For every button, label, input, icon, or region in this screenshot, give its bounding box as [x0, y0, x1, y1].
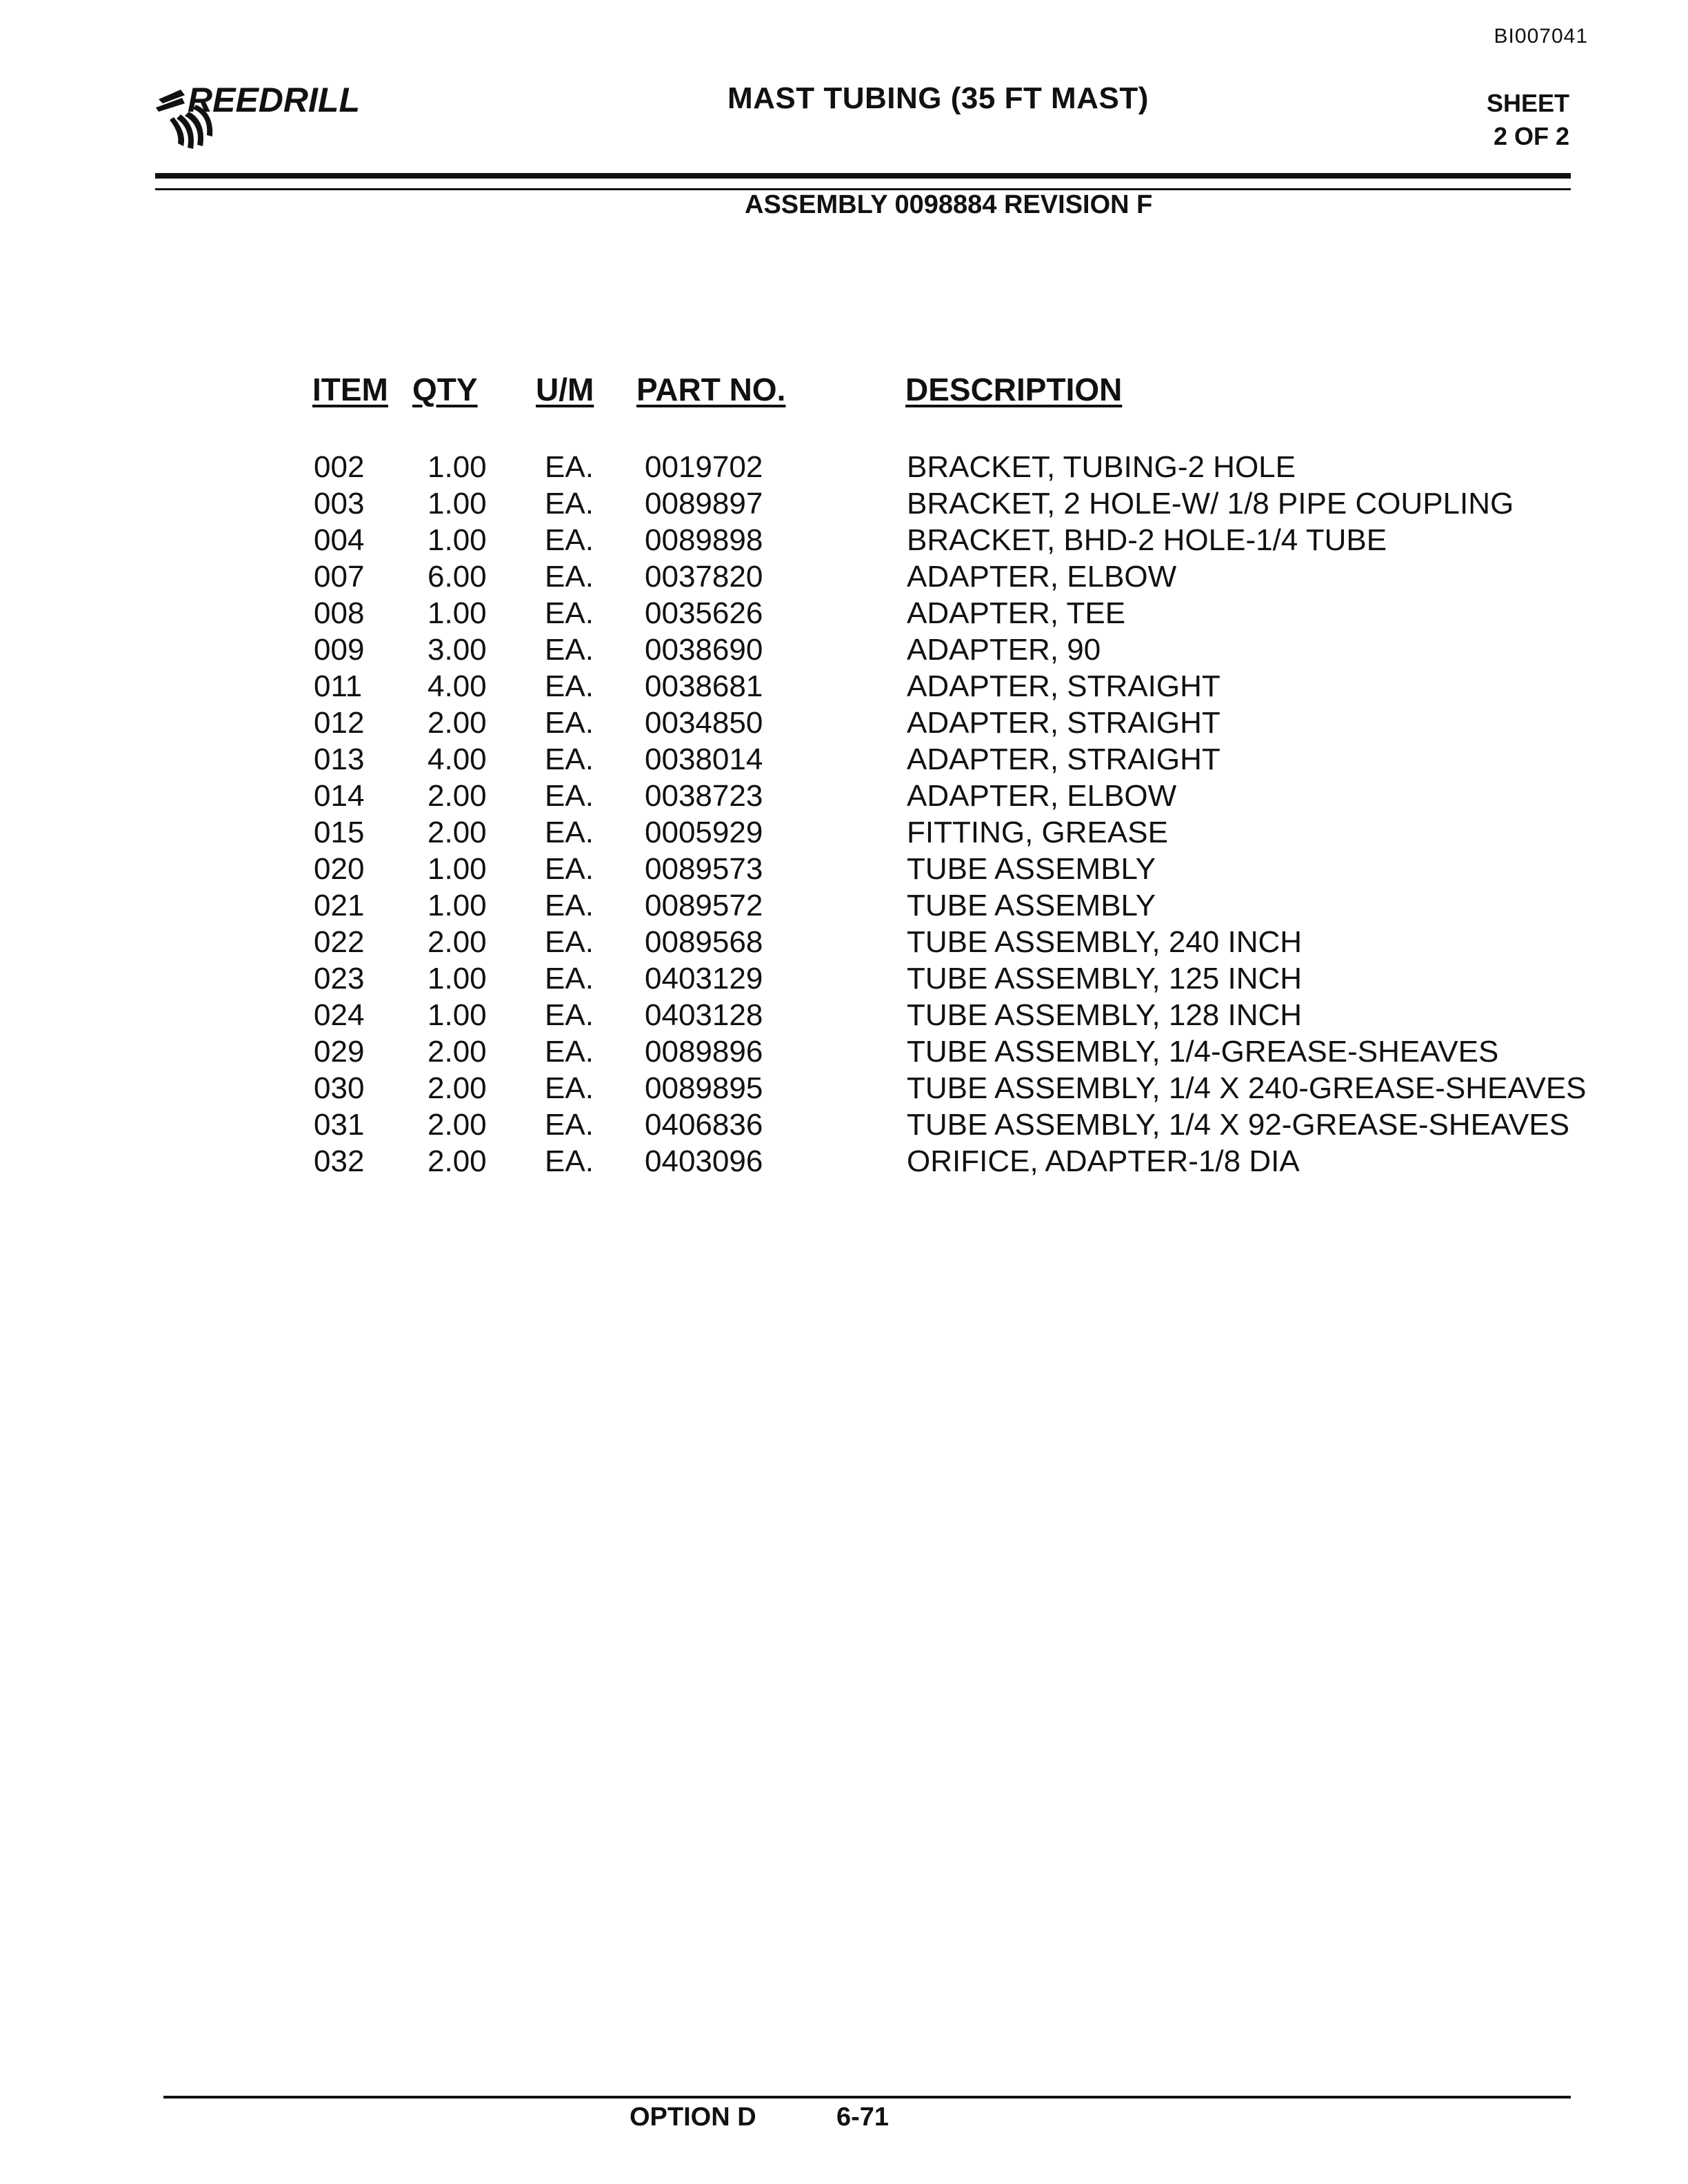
cell-qty: 1.00	[428, 852, 487, 886]
cell-um: EA.	[545, 889, 594, 922]
cell-qty: 1.00	[428, 962, 487, 995]
table-row	[0, 1106, 1688, 1143]
cell-description: ORIFICE, ADAPTER-1/8 DIA	[907, 1144, 1300, 1178]
cell-item: 024	[314, 998, 365, 1032]
cell-description: ADAPTER, ELBOW	[907, 779, 1177, 813]
table-row	[0, 668, 1688, 705]
svg-text:REEDRILL: REEDRILL	[188, 81, 360, 119]
cell-description: ADAPTER, ELBOW	[907, 560, 1177, 594]
cell-item: 002	[314, 450, 365, 484]
table-row	[0, 960, 1688, 997]
cell-um: EA.	[545, 706, 594, 740]
cell-qty: 1.00	[428, 889, 487, 922]
table-row	[0, 741, 1688, 778]
cell-part-no: 0089898	[645, 523, 763, 557]
column-header-um: U/M	[536, 372, 594, 407]
cell-item: 023	[314, 962, 365, 995]
cell-qty: 1.00	[428, 596, 487, 630]
cell-qty: 1.00	[428, 487, 487, 520]
cell-part-no: 0038690	[645, 633, 763, 667]
cell-item: 029	[314, 1035, 365, 1069]
table-row	[0, 887, 1688, 924]
reedrill-logo	[153, 77, 401, 160]
cell-um: EA.	[545, 925, 594, 959]
cell-um: EA.	[545, 633, 594, 667]
cell-description: ADAPTER, 90	[907, 633, 1101, 667]
cell-qty: 4.00	[428, 669, 487, 703]
cell-part-no: 0089896	[645, 1035, 763, 1069]
cell-qty: 2.00	[428, 1108, 487, 1142]
cell-part-no: 0089897	[645, 487, 763, 520]
cell-qty: 2.00	[428, 1144, 487, 1178]
cell-item: 012	[314, 706, 365, 740]
cell-description: ADAPTER, TEE	[907, 596, 1126, 630]
cell-part-no: 0038014	[645, 742, 763, 776]
cell-part-no: 0403128	[645, 998, 763, 1032]
cell-um: EA.	[545, 816, 594, 849]
cell-item: 013	[314, 742, 365, 776]
header-rule-thick	[155, 173, 1571, 179]
cell-um: EA.	[545, 962, 594, 995]
cell-description: BRACKET, BHD-2 HOLE-1/4 TUBE	[907, 523, 1387, 557]
cell-item: 011	[314, 669, 363, 703]
table-row	[0, 449, 1688, 485]
cell-item: 003	[314, 487, 365, 520]
cell-item: 020	[314, 852, 365, 886]
cell-description: ADAPTER, STRAIGHT	[907, 669, 1220, 703]
sheet-indicator	[1487, 87, 1569, 153]
cell-part-no: 0034850	[645, 706, 763, 740]
cell-item: 030	[314, 1071, 365, 1105]
table-row	[0, 778, 1688, 814]
cell-qty: 1.00	[428, 523, 487, 557]
document-id: BI007041	[1494, 25, 1588, 48]
cell-item: 022	[314, 925, 365, 959]
reedrill-logo-icon	[153, 77, 401, 160]
cell-qty: 2.00	[428, 706, 487, 740]
cell-part-no: 0089572	[645, 889, 763, 922]
cell-part-no: 0089895	[645, 1071, 763, 1105]
cell-part-no: 0037820	[645, 560, 763, 594]
assembly-label: ASSEMBLY 0098884 REVISION F	[745, 190, 1153, 219]
cell-item: 031	[314, 1108, 365, 1142]
cell-um: EA.	[545, 779, 594, 813]
table-row	[0, 1070, 1688, 1106]
cell-qty: 1.00	[428, 450, 487, 484]
page-title: MAST TUBING (35 FT MAST)	[727, 81, 1149, 115]
cell-um: EA.	[545, 1108, 594, 1142]
cell-item: 014	[314, 779, 365, 813]
column-header-item: ITEM	[312, 372, 388, 407]
table-row	[0, 924, 1688, 960]
cell-um: EA.	[545, 1144, 594, 1178]
column-header-description: DESCRIPTION	[905, 372, 1123, 407]
cell-description: TUBE ASSEMBLY	[907, 889, 1156, 922]
column-header-qty: QTY	[412, 372, 478, 407]
cell-part-no: 0035626	[645, 596, 763, 630]
table-row	[0, 997, 1688, 1033]
table-row	[0, 814, 1688, 851]
cell-um: EA.	[545, 742, 594, 776]
cell-description: TUBE ASSEMBLY, 240 INCH	[907, 925, 1303, 959]
cell-um: EA.	[545, 998, 594, 1032]
cell-description: TUBE ASSEMBLY, 125 INCH	[907, 962, 1303, 995]
cell-qty: 4.00	[428, 742, 487, 776]
cell-qty: 2.00	[428, 779, 487, 813]
table-row	[0, 851, 1688, 887]
cell-description: TUBE ASSEMBLY	[907, 852, 1156, 886]
table-row	[0, 1143, 1688, 1180]
table-row	[0, 595, 1688, 631]
cell-part-no: 0403096	[645, 1144, 763, 1178]
cell-part-no: 0406836	[645, 1108, 763, 1142]
cell-item: 008	[314, 596, 365, 630]
cell-um: EA.	[545, 1035, 594, 1069]
cell-part-no: 0005929	[645, 816, 763, 849]
cell-um: EA.	[545, 1071, 594, 1105]
cell-part-no: 0038681	[645, 669, 763, 703]
cell-um: EA.	[545, 523, 594, 557]
cell-um: EA.	[545, 669, 594, 703]
cell-item: 021	[314, 889, 365, 922]
cell-qty: 6.00	[428, 560, 487, 594]
cell-item: 009	[314, 633, 365, 667]
table-row	[0, 522, 1688, 558]
cell-item: 004	[314, 523, 365, 557]
cell-part-no: 0089568	[645, 925, 763, 959]
cell-qty: 1.00	[428, 998, 487, 1032]
cell-part-no: 0089573	[645, 852, 763, 886]
table-row	[0, 485, 1688, 522]
cell-part-no: 0403129	[645, 962, 763, 995]
cell-qty: 3.00	[428, 633, 487, 667]
column-header-part-no: PART NO.	[636, 372, 786, 407]
parts-list	[0, 449, 1688, 1180]
table-row	[0, 705, 1688, 741]
cell-item: 015	[314, 816, 365, 849]
cell-part-no: 0038723	[645, 779, 763, 813]
sheet-number: 2 OF 2	[1493, 122, 1569, 150]
cell-qty: 2.00	[428, 925, 487, 959]
table-row	[0, 631, 1688, 668]
sheet-label: SHEET	[1486, 89, 1569, 117]
cell-um: EA.	[545, 450, 594, 484]
cell-um: EA.	[545, 487, 594, 520]
cell-description: TUBE ASSEMBLY, 1/4-GREASE-SHEAVES	[907, 1035, 1499, 1069]
cell-um: EA.	[545, 560, 594, 594]
footer-rule	[163, 2096, 1571, 2099]
cell-description: TUBE ASSEMBLY, 1/4 X 240-GREASE-SHEAVES	[907, 1071, 1587, 1105]
cell-description: FITTING, GREASE	[907, 816, 1168, 849]
cell-part-no: 0019702	[645, 450, 763, 484]
page-number: 6-71	[836, 2103, 890, 2132]
cell-item: 007	[314, 560, 365, 594]
cell-description: TUBE ASSEMBLY, 128 INCH	[907, 998, 1303, 1032]
cell-item: 032	[314, 1144, 365, 1178]
footer-option: OPTION D	[630, 2103, 756, 2132]
cell-description: ADAPTER, STRAIGHT	[907, 706, 1220, 740]
cell-description: ADAPTER, STRAIGHT	[907, 742, 1220, 776]
table-row	[0, 558, 1688, 595]
cell-description: BRACKET, 2 HOLE-W/ 1/8 PIPE COUPLING	[907, 487, 1514, 520]
cell-um: EA.	[545, 596, 594, 630]
cell-qty: 2.00	[428, 1071, 487, 1105]
cell-description: BRACKET, TUBING-2 HOLE	[907, 450, 1296, 484]
cell-description: TUBE ASSEMBLY, 1/4 X 92-GREASE-SHEAVES	[907, 1108, 1570, 1142]
cell-um: EA.	[545, 852, 594, 886]
cell-qty: 2.00	[428, 816, 487, 849]
table-row	[0, 1033, 1688, 1070]
cell-qty: 2.00	[428, 1035, 487, 1069]
